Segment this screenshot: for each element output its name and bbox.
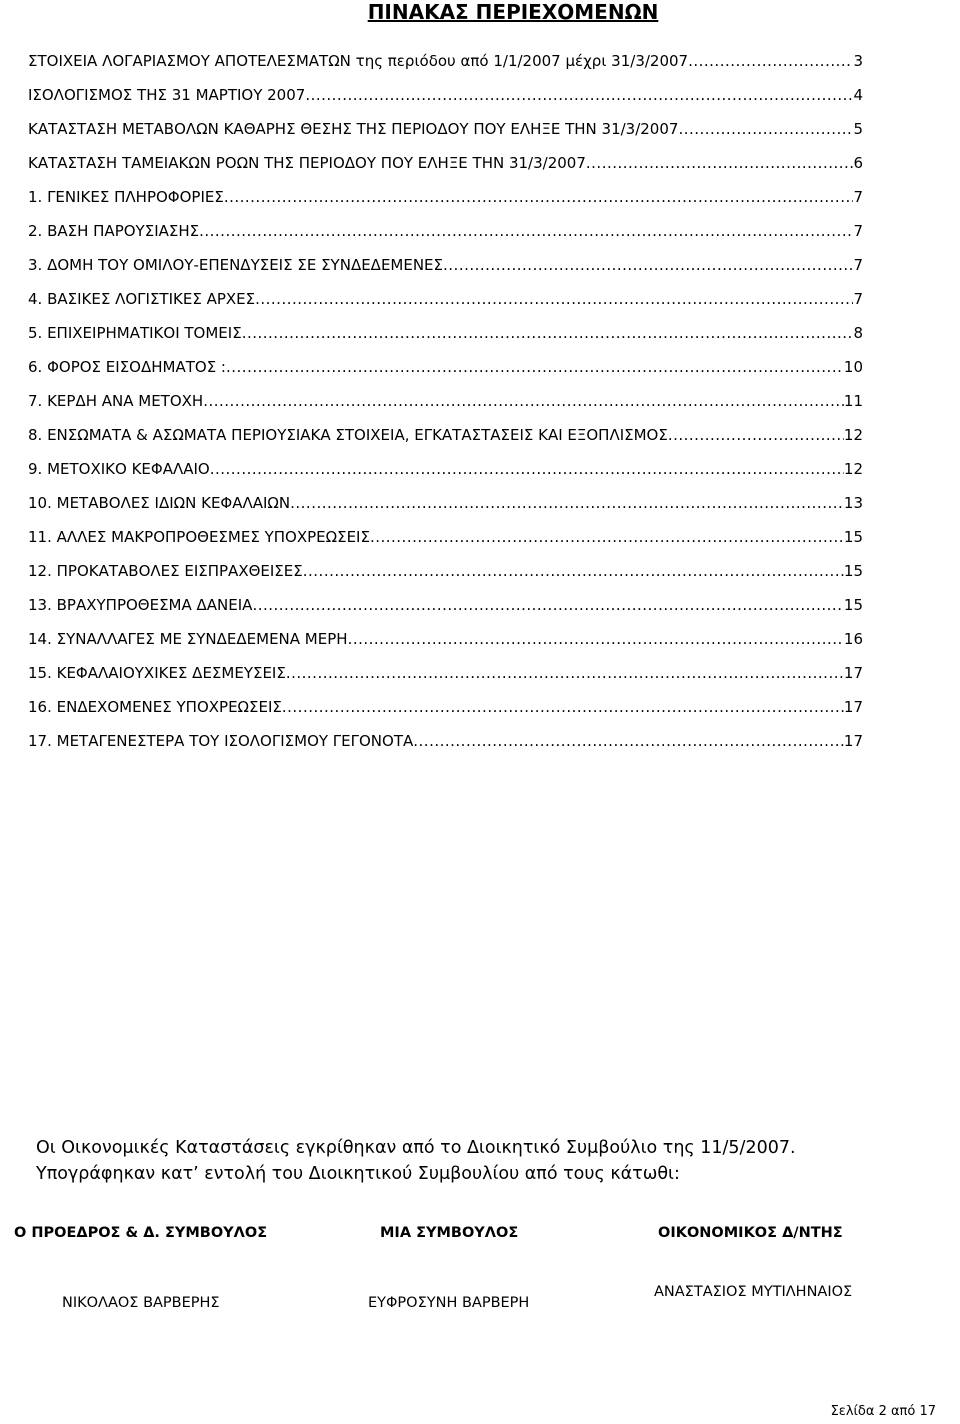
toc-entry — [28, 214, 863, 248]
signatory-role-board-member: ΜΙΑ ΣΥΜΒΟΥΛΟΣ — [380, 1225, 519, 1241]
toc-entry — [28, 248, 863, 282]
toc-entry-page: 11 — [843, 392, 863, 410]
toc-entry — [28, 690, 863, 724]
toc-entry-page: 17 — [843, 664, 863, 682]
toc-entry — [28, 588, 863, 622]
toc-entry — [28, 622, 863, 656]
toc-entry-page: 17 — [843, 732, 863, 750]
dot-leader — [203, 384, 844, 418]
toc-entry-label: 9. ΜΕΤΟΧΙΚΟ ΚΕΦΑΛΑΙΟ — [28, 460, 210, 478]
toc-entry — [28, 452, 863, 486]
dot-leader — [252, 588, 843, 622]
toc-entry — [28, 78, 863, 112]
dot-leader — [290, 486, 844, 520]
toc-entry — [28, 112, 863, 146]
toc-entry-label: 13. ΒΡΑΧΥΠΡΟΘΕΣΜΑ ΔΑΝΕΙΑ — [28, 596, 253, 614]
toc-entry-page: 3 — [853, 52, 863, 70]
toc-entry — [28, 656, 863, 690]
toc-entry — [28, 418, 863, 452]
dot-leader — [199, 214, 853, 248]
table-of-contents — [28, 44, 863, 758]
toc-entry-page: 7 — [853, 290, 863, 308]
toc-entry-label: 3. ΔΟΜΗ ΤΟΥ ΟΜΙΛΟΥ-ΕΠΕΝΔΥΣΕΙΣ ΣΕ ΣΥΝΔΕΔΕΜΕΝΕΣ — [28, 256, 444, 274]
toc-entry-page: 4 — [853, 86, 863, 104]
toc-entry — [28, 554, 863, 588]
dot-leader — [586, 146, 854, 180]
toc-entry-label: 7. ΚΕΡΔΗ ΑΝΑ ΜΕΤΟΧΗ — [28, 392, 204, 410]
dot-leader — [348, 622, 844, 656]
toc-entry-label: 14. ΣΥΝΑΛΛΑΓΕΣ ΜΕ ΣΥΝΔΕΔΕΜΕΝΑ ΜΕΡΗ — [28, 630, 348, 648]
dot-leader — [224, 180, 854, 214]
approval-line-2: Υπογράφηκαν κατ’ εντολή του Διοικητικού Συμβουλίου από τους κάτωθι: — [36, 1164, 680, 1184]
toc-entry — [28, 44, 863, 78]
toc-entry-page: 5 — [853, 120, 863, 138]
dot-leader — [242, 316, 854, 350]
toc-entry-label: 11. ΑΛΛΕΣ ΜΑΚΡΟΠΡΟΘΕΣΜΕΣ ΥΠΟΧΡΕΩΣΕΙΣ — [28, 528, 370, 546]
toc-entry-label: 8. ΕΝΣΩΜΑΤΑ & ΑΣΩΜΑΤΑ ΠΕΡΙΟΥΣΙΑΚΑ ΣΤΟΙΧΕΙΑ, ΕΓΚΑΤΑΣΤΑΣΕΙΣ ΚΑΙ ΕΞΟΠΛΙΣΜΟΣ — [28, 426, 668, 444]
dot-leader — [443, 248, 853, 282]
approval-line-1: Οι Οικονομικές Καταστάσεις εγκρίθηκαν από το Διοικητικό Συμβούλιο της 11/5/2007. — [36, 1138, 796, 1158]
toc-entry — [28, 180, 863, 214]
toc-entry-page: 17 — [843, 698, 863, 716]
toc-entry — [28, 316, 863, 350]
toc-entry-page: 7 — [853, 188, 863, 206]
dot-leader — [305, 78, 853, 112]
dot-leader — [255, 282, 853, 316]
toc-entry-label: 15. ΚΕΦΑΛΑΙΟΥΧΙΚΕΣ ΔΕΣΜΕΥΣΕΙΣ — [28, 664, 286, 682]
toc-entry-page: 15 — [843, 528, 863, 546]
toc-entry-page: 6 — [853, 154, 863, 172]
dot-leader — [282, 690, 844, 724]
dot-leader — [210, 452, 844, 486]
toc-entry-page: 13 — [843, 494, 863, 512]
dot-leader — [668, 418, 844, 452]
dot-leader — [413, 724, 844, 758]
toc-entry-page: 16 — [843, 630, 863, 648]
toc-entry-label: 4. ΒΑΣΙΚΕΣ ΛΟΓΙΣΤΙΚΕΣ ΑΡΧΕΣ — [28, 290, 256, 308]
toc-entry-label: 1. ΓΕΝΙΚΕΣ ΠΛΗΡΟΦΟΡΙΕΣ — [28, 188, 224, 206]
toc-entry-label: 17. ΜΕΤΑΓΕΝΕΣΤΕΡΑ ΤΟΥ ΙΣΟΛΟΓΙΣΜΟΥ ΓΕΓΟΝΟΤΑ — [28, 732, 414, 750]
toc-entry — [28, 350, 863, 384]
dot-leader — [286, 656, 844, 690]
toc-entry-label: 6. ΦΟΡΟΣ ΕΙΣΟΔΗΜΑΤΟΣ : — [28, 358, 226, 376]
toc-entry-page: 12 — [843, 426, 863, 444]
toc-entry — [28, 282, 863, 316]
dot-leader — [226, 350, 844, 384]
dot-leader — [303, 554, 844, 588]
toc-entry-label: 16. ΕΝΔΕΧΟΜΕΝΕΣ ΥΠΟΧΡΕΩΣΕΙΣ — [28, 698, 282, 716]
toc-entry-label: ΙΣΟΛΟΓΙΣΜΟΣ ΤΗΣ 31 ΜΑΡΤΙΟΥ 2007 — [28, 86, 306, 104]
toc-entry — [28, 146, 863, 180]
toc-entry-label: 5. ΕΠΙΧΕΙΡΗΜΑΤΙΚΟΙ ΤΟΜΕΙΣ — [28, 324, 242, 342]
signatory-name-board-member: ΕΥΦΡΟΣΥΝΗ ΒΑΡΒΕΡΗ — [368, 1295, 530, 1311]
signatory-name-president: ΝΙΚΟΛΑΟΣ ΒΑΡΒΕΡΗΣ — [62, 1295, 220, 1311]
toc-entry-page: 8 — [853, 324, 863, 342]
toc-entry-page: 10 — [843, 358, 863, 376]
signatory-role-financial-director: ΟΙΚΟΝΟΜΙΚΟΣ Δ/ΝΤΗΣ — [658, 1225, 843, 1241]
dot-leader — [678, 112, 853, 146]
signatory-role-president: Ο ΠΡΟΕΔΡΟΣ & Δ. ΣΥΜΒΟΥΛΟΣ — [14, 1225, 268, 1241]
toc-entry-page: 12 — [843, 460, 863, 478]
toc-entry — [28, 520, 863, 554]
page-number: Σελίδα 2 από 17 — [830, 1404, 936, 1419]
toc-entry-page: 15 — [843, 562, 863, 580]
toc-entry-label: 12. ΠΡΟΚΑΤΑΒΟΛΕΣ ΕΙΣΠΡΑΧΘΕΙΣΕΣ — [28, 562, 303, 580]
signatory-name-financial-director: ΑΝΑΣΤΑΣΙΟΣ ΜΥΤΙΛΗΝΑΙΟΣ — [654, 1284, 853, 1300]
toc-entry — [28, 384, 863, 418]
toc-entry-label: ΚΑΤΑΣΤΑΣΗ ΤΑΜΕΙΑΚΩΝ ΡΟΩΝ ΤΗΣ ΠΕΡΙΟΔΟΥ ΠΟΥ ΕΛΗΞΕ ΤΗΝ 31/3/2007 — [28, 154, 586, 172]
toc-entry — [28, 724, 863, 758]
toc-entry-label: ΚΑΤΑΣΤΑΣΗ ΜΕΤΑΒΟΛΩΝ ΚΑΘΑΡΗΣ ΘΕΣΗΣ ΤΗΣ ΠΕΡΙΟΔΟΥ ΠΟΥ ΕΛΗΞΕ ΤΗΝ 31/3/2007 — [28, 120, 679, 138]
dot-leader — [370, 520, 844, 554]
toc-entry-page: 7 — [853, 256, 863, 274]
toc-entry-page: 7 — [853, 222, 863, 240]
toc-entry-page: 15 — [843, 596, 863, 614]
toc-entry-label: ΣΤΟΙΧΕΙΑ ΛΟΓΑΡΙΑΣΜΟΥ ΑΠΟΤΕΛΕΣΜΑΤΩΝ της περιόδου από 1/1/2007 μέχρι 31/3/2007 — [28, 52, 689, 70]
toc-entry-label: 10. ΜΕΤΑΒΟΛΕΣ ΙΔΙΩΝ ΚΕΦΑΛΑΙΩΝ — [28, 494, 291, 512]
dot-leader — [688, 44, 853, 78]
page-title: ΠΙΝΑΚΑΣ ΠΕΡΙΕΧΟΜΕΝΩΝ — [367, 0, 659, 24]
toc-entry-label: 2. ΒΑΣΗ ΠΑΡΟΥΣΙΑΣΗΣ — [28, 222, 200, 240]
approval-statement — [36, 1135, 796, 1187]
toc-entry — [28, 486, 863, 520]
